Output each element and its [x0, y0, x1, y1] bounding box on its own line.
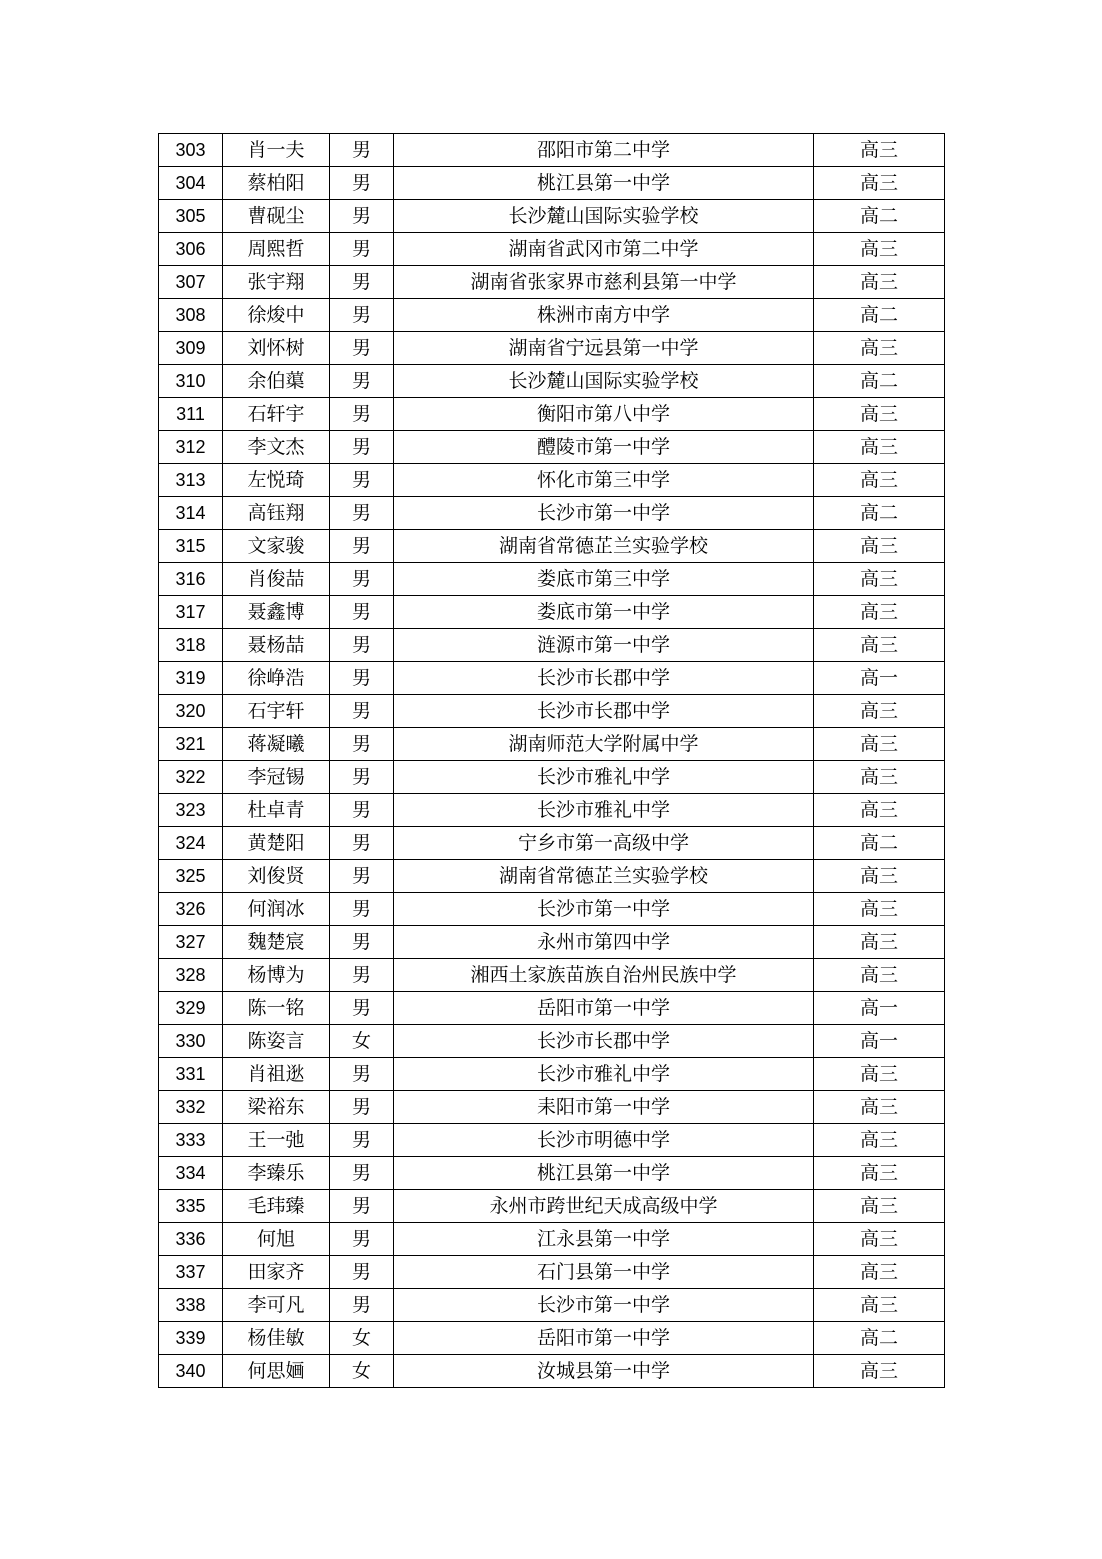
grade-level: 高三	[814, 134, 945, 167]
grade-level: 高三	[814, 1256, 945, 1289]
grade-level: 高三	[814, 233, 945, 266]
student-name: 魏楚宸	[223, 926, 330, 959]
student-gender: 男	[330, 1223, 394, 1256]
student-gender: 男	[330, 827, 394, 860]
grade-level: 高三	[814, 860, 945, 893]
row-number: 328	[159, 959, 223, 992]
row-number: 336	[159, 1223, 223, 1256]
school-name: 长沙市雅礼中学	[394, 794, 814, 827]
row-number: 324	[159, 827, 223, 860]
student-gender: 男	[330, 266, 394, 299]
grade-level: 高二	[814, 299, 945, 332]
school-name: 长沙麓山国际实验学校	[394, 200, 814, 233]
student-name: 文家骏	[223, 530, 330, 563]
student-gender: 男	[330, 662, 394, 695]
grade-level: 高三	[814, 893, 945, 926]
school-name: 江永县第一中学	[394, 1223, 814, 1256]
student-gender: 男	[330, 1190, 394, 1223]
student-name: 陈姿言	[223, 1025, 330, 1058]
table-row	[159, 1355, 945, 1388]
row-number: 338	[159, 1289, 223, 1322]
grade-level: 高三	[814, 794, 945, 827]
school-name: 湖南省武冈市第二中学	[394, 233, 814, 266]
table-row	[159, 761, 945, 794]
student-gender: 男	[330, 1058, 394, 1091]
table-row	[159, 167, 945, 200]
table-row	[159, 596, 945, 629]
school-name: 涟源市第一中学	[394, 629, 814, 662]
student-gender: 男	[330, 1157, 394, 1190]
grade-level: 高三	[814, 959, 945, 992]
student-gender: 男	[330, 629, 394, 662]
school-name: 永州市第四中学	[394, 926, 814, 959]
table-row	[159, 398, 945, 431]
student-gender: 男	[330, 530, 394, 563]
table-row	[159, 827, 945, 860]
student-name: 肖一夫	[223, 134, 330, 167]
table-row	[159, 1091, 945, 1124]
student-name: 李可凡	[223, 1289, 330, 1322]
grade-level: 高三	[814, 1355, 945, 1388]
student-name: 杨佳敏	[223, 1322, 330, 1355]
student-gender: 女	[330, 1025, 394, 1058]
grade-level: 高三	[814, 398, 945, 431]
student-gender: 男	[330, 431, 394, 464]
table-row	[159, 497, 945, 530]
table-row	[159, 431, 945, 464]
table-row	[159, 464, 945, 497]
grade-level: 高三	[814, 332, 945, 365]
school-name: 邵阳市第二中学	[394, 134, 814, 167]
row-number: 323	[159, 794, 223, 827]
table-row	[159, 299, 945, 332]
grade-level: 高三	[814, 761, 945, 794]
student-name: 刘俊贤	[223, 860, 330, 893]
grade-level: 高三	[814, 266, 945, 299]
grade-level: 高三	[814, 167, 945, 200]
student-gender: 男	[330, 299, 394, 332]
school-name: 汝城县第一中学	[394, 1355, 814, 1388]
student-gender: 男	[330, 860, 394, 893]
student-gender: 男	[330, 1289, 394, 1322]
row-number: 322	[159, 761, 223, 794]
student-name: 李冠锡	[223, 761, 330, 794]
student-name: 余伯蕖	[223, 365, 330, 398]
school-name: 长沙市明德中学	[394, 1124, 814, 1157]
table-row	[159, 332, 945, 365]
table-row	[159, 1223, 945, 1256]
student-gender: 男	[330, 464, 394, 497]
school-name: 岳阳市第一中学	[394, 1322, 814, 1355]
row-number: 315	[159, 530, 223, 563]
school-name: 株洲市南方中学	[394, 299, 814, 332]
grade-level: 高三	[814, 926, 945, 959]
row-number: 320	[159, 695, 223, 728]
table-row	[159, 200, 945, 233]
row-number: 317	[159, 596, 223, 629]
table-row	[159, 893, 945, 926]
school-name: 耒阳市第一中学	[394, 1091, 814, 1124]
grade-level: 高三	[814, 530, 945, 563]
student-gender: 男	[330, 200, 394, 233]
school-name: 怀化市第三中学	[394, 464, 814, 497]
student-name: 李文杰	[223, 431, 330, 464]
student-name: 杨博为	[223, 959, 330, 992]
row-number: 310	[159, 365, 223, 398]
row-number: 311	[159, 398, 223, 431]
table-row	[159, 992, 945, 1025]
grade-level: 高三	[814, 596, 945, 629]
student-gender: 男	[330, 596, 394, 629]
row-number: 334	[159, 1157, 223, 1190]
table-row	[159, 1058, 945, 1091]
school-name: 湖南省常德芷兰实验学校	[394, 530, 814, 563]
school-name: 岳阳市第一中学	[394, 992, 814, 1025]
grade-level: 高三	[814, 1124, 945, 1157]
student-name: 黄楚阳	[223, 827, 330, 860]
table-row	[159, 266, 945, 299]
table-row	[159, 530, 945, 563]
student-gender: 男	[330, 167, 394, 200]
table-row	[159, 629, 945, 662]
student-name: 徐峥浩	[223, 662, 330, 695]
table-row	[159, 1256, 945, 1289]
grade-level: 高二	[814, 497, 945, 530]
school-name: 长沙市长郡中学	[394, 695, 814, 728]
grade-level: 高二	[814, 365, 945, 398]
school-name: 湖南师范大学附属中学	[394, 728, 814, 761]
student-name: 聂杨喆	[223, 629, 330, 662]
grade-level: 高二	[814, 1322, 945, 1355]
student-name: 张宇翔	[223, 266, 330, 299]
grade-level: 高三	[814, 563, 945, 596]
student-gender: 男	[330, 761, 394, 794]
student-gender: 男	[330, 332, 394, 365]
table-row	[159, 794, 945, 827]
row-number: 337	[159, 1256, 223, 1289]
student-name: 肖俊喆	[223, 563, 330, 596]
table-row	[159, 695, 945, 728]
school-name: 长沙市雅礼中学	[394, 761, 814, 794]
grade-level: 高一	[814, 662, 945, 695]
row-number: 330	[159, 1025, 223, 1058]
student-gender: 男	[330, 1256, 394, 1289]
school-name: 湘西土家族苗族自治州民族中学	[394, 959, 814, 992]
row-number: 319	[159, 662, 223, 695]
row-number: 303	[159, 134, 223, 167]
table-row	[159, 1322, 945, 1355]
grade-level: 高二	[814, 200, 945, 233]
table-row	[159, 728, 945, 761]
grade-level: 高一	[814, 1025, 945, 1058]
row-number: 309	[159, 332, 223, 365]
student-name: 李臻乐	[223, 1157, 330, 1190]
table-row	[159, 365, 945, 398]
student-gender: 男	[330, 794, 394, 827]
student-name: 何旭	[223, 1223, 330, 1256]
row-number: 331	[159, 1058, 223, 1091]
row-number: 306	[159, 233, 223, 266]
school-name: 永州市跨世纪天成高级中学	[394, 1190, 814, 1223]
school-name: 长沙市长郡中学	[394, 662, 814, 695]
grade-level: 高三	[814, 728, 945, 761]
roster-body	[159, 134, 945, 1388]
school-name: 湖南省常德芷兰实验学校	[394, 860, 814, 893]
table-row	[159, 959, 945, 992]
student-name: 陈一铭	[223, 992, 330, 1025]
school-name: 长沙市第一中学	[394, 497, 814, 530]
table-row	[159, 662, 945, 695]
student-gender: 男	[330, 563, 394, 596]
student-gender: 男	[330, 959, 394, 992]
student-name: 杜卓青	[223, 794, 330, 827]
table-row	[159, 1157, 945, 1190]
school-name: 醴陵市第一中学	[394, 431, 814, 464]
grade-level: 高一	[814, 992, 945, 1025]
school-name: 桃江县第一中学	[394, 1157, 814, 1190]
row-number: 314	[159, 497, 223, 530]
row-number: 332	[159, 1091, 223, 1124]
table-row	[159, 1289, 945, 1322]
student-name: 王一弛	[223, 1124, 330, 1157]
grade-level: 高三	[814, 431, 945, 464]
grade-level: 高三	[814, 1157, 945, 1190]
row-number: 304	[159, 167, 223, 200]
school-name: 长沙市雅礼中学	[394, 1058, 814, 1091]
student-name: 石宇轩	[223, 695, 330, 728]
student-name: 毛玮臻	[223, 1190, 330, 1223]
table-row	[159, 1124, 945, 1157]
row-number: 313	[159, 464, 223, 497]
row-number: 318	[159, 629, 223, 662]
school-name: 娄底市第三中学	[394, 563, 814, 596]
student-roster-table	[158, 133, 945, 1388]
student-name: 梁裕东	[223, 1091, 330, 1124]
row-number: 325	[159, 860, 223, 893]
student-gender: 男	[330, 695, 394, 728]
school-name: 长沙市长郡中学	[394, 1025, 814, 1058]
grade-level: 高三	[814, 1091, 945, 1124]
school-name: 湖南省宁远县第一中学	[394, 332, 814, 365]
student-gender: 男	[330, 893, 394, 926]
school-name: 石门县第一中学	[394, 1256, 814, 1289]
row-number: 333	[159, 1124, 223, 1157]
school-name: 桃江县第一中学	[394, 167, 814, 200]
table-row	[159, 233, 945, 266]
grade-level: 高三	[814, 629, 945, 662]
student-name: 曹砚尘	[223, 200, 330, 233]
row-number: 307	[159, 266, 223, 299]
table-row	[159, 926, 945, 959]
row-number: 329	[159, 992, 223, 1025]
table-row	[159, 134, 945, 167]
student-name: 何润冰	[223, 893, 330, 926]
student-gender: 男	[330, 728, 394, 761]
student-name: 徐焌中	[223, 299, 330, 332]
student-gender: 男	[330, 233, 394, 266]
grade-level: 高二	[814, 827, 945, 860]
school-name: 湖南省张家界市慈利县第一中学	[394, 266, 814, 299]
student-name: 左悦琦	[223, 464, 330, 497]
student-name: 高钰翔	[223, 497, 330, 530]
student-name: 聂鑫博	[223, 596, 330, 629]
school-name: 长沙市第一中学	[394, 893, 814, 926]
student-name: 周熙哲	[223, 233, 330, 266]
student-gender: 女	[330, 1355, 394, 1388]
student-name: 何思婳	[223, 1355, 330, 1388]
grade-level: 高三	[814, 464, 945, 497]
student-gender: 男	[330, 134, 394, 167]
row-number: 339	[159, 1322, 223, 1355]
row-number: 312	[159, 431, 223, 464]
student-gender: 女	[330, 1322, 394, 1355]
student-gender: 男	[330, 398, 394, 431]
student-gender: 男	[330, 497, 394, 530]
school-name: 宁乡市第一高级中学	[394, 827, 814, 860]
row-number: 308	[159, 299, 223, 332]
grade-level: 高三	[814, 1190, 945, 1223]
row-number: 316	[159, 563, 223, 596]
student-gender: 男	[330, 1091, 394, 1124]
school-name: 衡阳市第八中学	[394, 398, 814, 431]
grade-level: 高三	[814, 1058, 945, 1091]
row-number: 335	[159, 1190, 223, 1223]
student-gender: 男	[330, 992, 394, 1025]
student-gender: 男	[330, 926, 394, 959]
grade-level: 高三	[814, 1289, 945, 1322]
student-name: 蒋凝曦	[223, 728, 330, 761]
school-name: 长沙市第一中学	[394, 1289, 814, 1322]
grade-level: 高三	[814, 1223, 945, 1256]
table-row	[159, 563, 945, 596]
table-row	[159, 1190, 945, 1223]
school-name: 长沙麓山国际实验学校	[394, 365, 814, 398]
student-name: 田家齐	[223, 1256, 330, 1289]
row-number: 327	[159, 926, 223, 959]
student-name: 肖祖逖	[223, 1058, 330, 1091]
student-name: 刘怀树	[223, 332, 330, 365]
grade-level: 高三	[814, 695, 945, 728]
student-name: 石轩宇	[223, 398, 330, 431]
table-row	[159, 860, 945, 893]
row-number: 340	[159, 1355, 223, 1388]
row-number: 321	[159, 728, 223, 761]
student-gender: 男	[330, 365, 394, 398]
row-number: 326	[159, 893, 223, 926]
table-row	[159, 1025, 945, 1058]
school-name: 娄底市第一中学	[394, 596, 814, 629]
student-name: 蔡柏阳	[223, 167, 330, 200]
student-gender: 男	[330, 1124, 394, 1157]
row-number: 305	[159, 200, 223, 233]
